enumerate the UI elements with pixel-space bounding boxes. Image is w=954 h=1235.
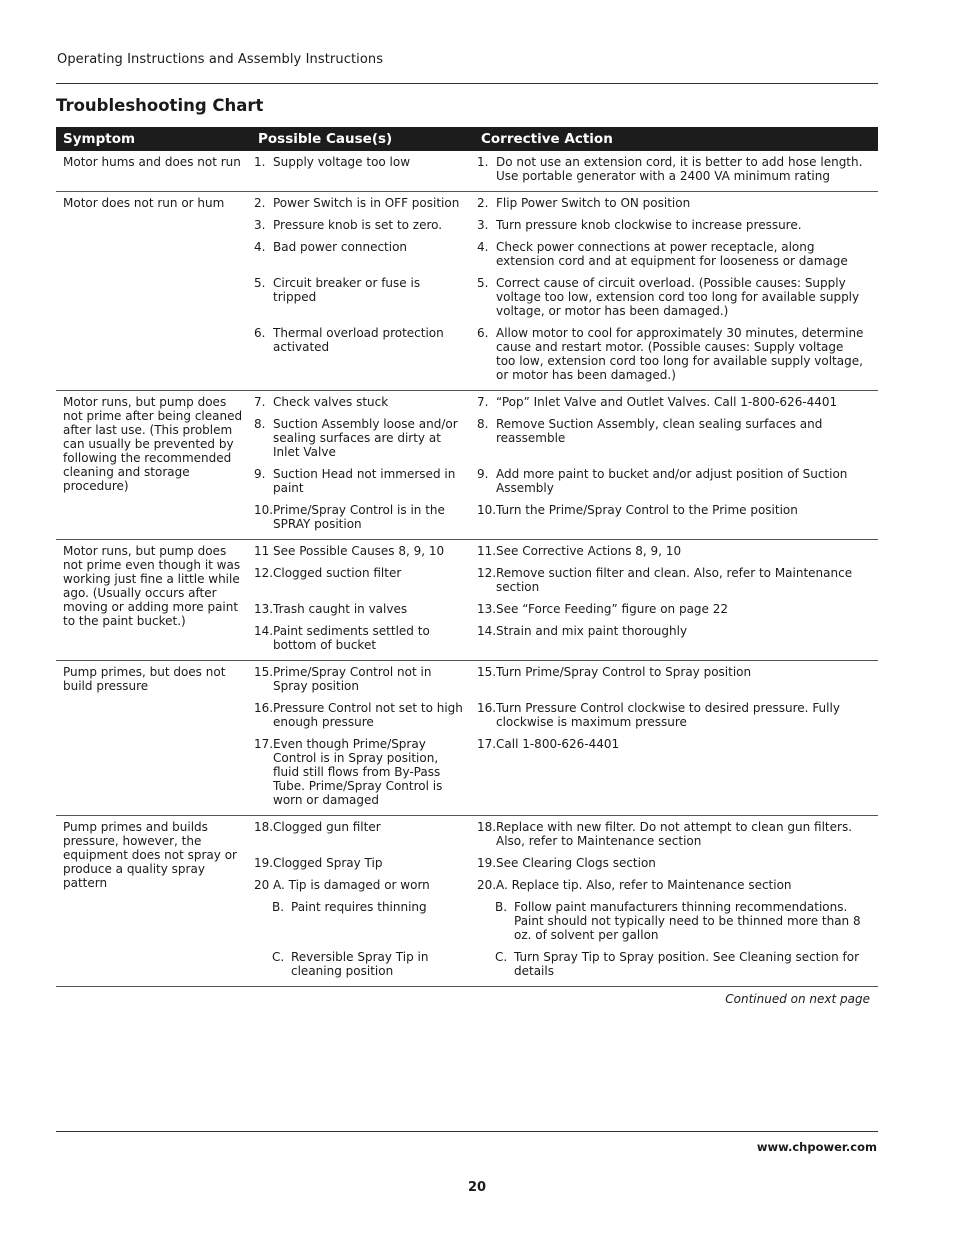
cause-item [251, 155, 466, 183]
cause-number: 16. [254, 701, 274, 715]
action-text: Turn Pressure Control clockwise to desired pressure. Fully clockwise is maximum pressure [496, 701, 840, 729]
cause-text: Bad power connection [273, 240, 408, 254]
cause-number: 17. [254, 737, 274, 751]
action-number: 6. [477, 326, 489, 340]
column-header-symptom: Symptom [56, 127, 251, 151]
cause-item [251, 276, 466, 318]
action-number: 9. [477, 467, 489, 481]
cause-text: Paint requires thinning [291, 900, 427, 914]
action-item [474, 602, 864, 616]
action-text: See Corrective Actions 8, 9, 10 [496, 544, 682, 558]
action-item [474, 544, 864, 558]
action-item [474, 900, 864, 942]
action-cell [474, 151, 878, 192]
cause-cell [251, 391, 474, 540]
symptom-cell: Motor runs, but pump does not prime even though it was working just fine a little while ago. (Usually occurs after moving or adding more paint to the paint bucket.) [56, 540, 251, 661]
cause-number: 5. [254, 276, 266, 290]
cause-text: A. Tip is damaged or worn [273, 878, 430, 892]
action-number: 12. [477, 566, 497, 580]
continued-note: Continued on next page [725, 992, 870, 1006]
cause-cell [251, 151, 474, 192]
cause-item [251, 602, 466, 616]
action-cell [474, 192, 878, 391]
action-number: 17. [477, 737, 497, 751]
cause-number: 6. [254, 326, 266, 340]
cause-number: 14. [254, 624, 274, 638]
symptom-cell: Motor hums and does not run [56, 151, 251, 192]
cause-number: 2. [254, 196, 266, 210]
action-item [474, 467, 864, 495]
action-number: 11. [477, 544, 497, 558]
action-item [474, 326, 864, 382]
cause-number: 4. [254, 240, 266, 254]
action-number: 20. [477, 878, 497, 892]
cause-item [251, 878, 466, 892]
cause-number: 12. [254, 566, 274, 580]
action-item [474, 701, 864, 729]
cause-text: Circuit breaker or fuse is tripped [273, 276, 421, 304]
running-header: Operating Instructions and Assembly Instructions [57, 52, 384, 67]
action-number: 13. [477, 602, 497, 616]
cause-text: Check valves stuck [273, 395, 389, 409]
action-number: 5. [477, 276, 489, 290]
action-text: Follow paint manufacturers thinning recommendations. Paint should not typically need to be thinned more than 8 oz. of solvent per gallon [514, 900, 861, 942]
cause-text: Trash caught in valves [273, 602, 408, 616]
action-number: B. [495, 900, 508, 914]
cause-number: 10. [254, 503, 274, 517]
cause-text: Clogged suction filter [273, 566, 402, 580]
cause-number: 11 [254, 544, 270, 558]
action-item [474, 624, 864, 652]
action-number: 19. [477, 856, 497, 870]
action-item [474, 503, 864, 531]
cause-item [251, 701, 466, 729]
action-text: A. Replace tip. Also, refer to Maintenance section [496, 878, 792, 892]
action-item [474, 276, 864, 318]
table-row [56, 816, 878, 987]
symptom-cell: Motor does not run or hum [56, 192, 251, 391]
symptom-cell: Pump primes, but does not build pressure [56, 661, 251, 816]
cause-number: 18. [254, 820, 274, 834]
cause-text: Pressure Control not set to high enough pressure [273, 701, 463, 729]
cause-item [251, 240, 466, 268]
cause-text: See Possible Causes 8, 9, 10 [273, 544, 445, 558]
action-number: 3. [477, 218, 489, 232]
cause-text: Thermal overload protection activated [273, 326, 444, 354]
cause-item [251, 820, 466, 848]
action-number: 1. [477, 155, 489, 169]
cause-item [251, 395, 466, 409]
action-item [474, 240, 864, 268]
cause-number: B. [272, 900, 285, 914]
action-text: Turn pressure knob clockwise to increase pressure. [496, 218, 802, 232]
action-number: 2. [477, 196, 489, 210]
cause-item [251, 467, 466, 495]
action-text: See Clearing Clogs section [496, 856, 656, 870]
action-item [474, 155, 864, 183]
cause-cell [251, 816, 474, 987]
table-body [56, 151, 878, 987]
cause-text: Pressure knob is set to zero. [273, 218, 443, 232]
cause-item [251, 856, 466, 870]
table-row [56, 391, 878, 540]
cause-text: Power Switch is in OFF position [273, 196, 460, 210]
action-number: 4. [477, 240, 489, 254]
action-text: Turn Spray Tip to Spray position. See Cleaning section for details [514, 950, 860, 978]
action-item [474, 737, 864, 807]
cause-cell [251, 540, 474, 661]
action-number: 15. [477, 665, 497, 679]
action-item [474, 856, 864, 870]
action-item [474, 820, 864, 848]
cause-text: Paint sediments settled to bottom of bucket [273, 624, 430, 652]
cause-cell [251, 661, 474, 816]
cause-item [251, 624, 466, 652]
cause-text: Clogged Spray Tip [273, 856, 383, 870]
cause-item [251, 417, 466, 459]
cause-cell [251, 192, 474, 391]
action-text: Check power connections at power receptacle, along extension cord and at equipment for looseness or damage [496, 240, 848, 268]
table-row [56, 192, 878, 391]
cause-number: C. [272, 950, 285, 964]
cause-number: 20 [254, 878, 270, 892]
footer-url: www.chpower.com [756, 1140, 877, 1154]
cause-number: 7. [254, 395, 266, 409]
section-title: Troubleshooting Chart [56, 96, 264, 115]
table-row [56, 661, 878, 816]
cause-number: 15. [254, 665, 274, 679]
cause-item [251, 196, 466, 210]
cause-item [251, 503, 466, 531]
cause-number: 1. [254, 155, 266, 169]
cause-text: Even though Prime/Spray Control is in Spray position, fluid still flows from By-Pass Tube. Prime/Spray Control is worn or damaged [273, 737, 443, 807]
action-item [474, 878, 864, 892]
action-text: “Pop” Inlet Valve and Outlet Valves. Call 1-800-626-4401 [496, 395, 838, 409]
action-number: 8. [477, 417, 489, 431]
cause-text: Supply voltage too low [273, 155, 411, 169]
cause-item [251, 950, 466, 978]
action-item [474, 417, 864, 459]
cause-text: Reversible Spray Tip in cleaning position [291, 950, 429, 978]
action-text: Do not use an extension cord, it is better to add hose length. Use portable generator with a 2400 VA minimum rating [496, 155, 863, 183]
footer-rule [56, 1131, 878, 1132]
action-text: Add more paint to bucket and/or adjust position of Suction Assembly [496, 467, 848, 495]
action-item [474, 950, 864, 978]
action-number: 7. [477, 395, 489, 409]
table-row [56, 151, 878, 192]
cause-item [251, 218, 466, 232]
page-number: 20 [467, 1180, 487, 1195]
action-text: See “Force Feeding” figure on page 22 [496, 602, 729, 616]
cause-text: Suction Assembly loose and/or sealing surfaces are dirty at Inlet Valve [273, 417, 458, 459]
cause-item [251, 326, 466, 382]
cause-number: 13. [254, 602, 274, 616]
action-cell [474, 661, 878, 816]
action-text: Allow motor to cool for approximately 30 minutes, determine cause and restart motor. (Possible causes: Supply voltage too low, extension cord too long for available supply voltage, or motor has been damaged.) [496, 326, 864, 382]
cause-item [251, 737, 466, 807]
action-text: Flip Power Switch to ON position [496, 196, 691, 210]
symptom-cell: Motor runs, but pump does not prime after being cleaned after last use. (This problem can usually be prevented by following the recommended cleaning and storage procedure) [56, 391, 251, 540]
action-item [474, 218, 864, 232]
troubleshooting-table [56, 127, 878, 987]
cause-item [251, 544, 466, 558]
action-item [474, 196, 864, 210]
action-cell [474, 391, 878, 540]
cause-number: 8. [254, 417, 266, 431]
cause-item [251, 900, 466, 942]
symptom-cell: Pump primes and builds pressure, however, the equipment does not spray or produce a quality spray pattern [56, 816, 251, 987]
cause-text: Prime/Spray Control is in the SPRAY position [273, 503, 445, 531]
header-rule [56, 83, 878, 84]
action-cell [474, 816, 878, 987]
action-number: 16. [477, 701, 497, 715]
action-text: Remove Suction Assembly, clean sealing surfaces and reassemble [496, 417, 823, 445]
column-header-action: Corrective Action [474, 127, 878, 151]
action-text: Replace with new filter. Do not attempt to clean gun filters. Also, refer to Maintenance section [496, 820, 853, 848]
action-item [474, 566, 864, 594]
cause-number: 19. [254, 856, 274, 870]
cause-item [251, 665, 466, 693]
action-text: Turn Prime/Spray Control to Spray position [496, 665, 752, 679]
action-number: C. [495, 950, 508, 964]
action-number: 14. [477, 624, 497, 638]
action-number: 10. [477, 503, 497, 517]
action-item [474, 395, 864, 409]
cause-text: Clogged gun filter [273, 820, 381, 834]
column-header-cause: Possible Cause(s) [251, 127, 474, 151]
cause-text: Suction Head not immersed in paint [273, 467, 456, 495]
cause-text: Prime/Spray Control not in Spray position [273, 665, 432, 693]
action-number: 18. [477, 820, 497, 834]
cause-item [251, 566, 466, 594]
table-row [56, 540, 878, 661]
action-text: Remove suction filter and clean. Also, refer to Maintenance section [496, 566, 853, 594]
table-header-row [56, 127, 878, 151]
action-text: Strain and mix paint thoroughly [496, 624, 688, 638]
action-text: Turn the Prime/Spray Control to the Prime position [496, 503, 798, 517]
action-text: Correct cause of circuit overload. (Possible causes: Supply voltage too low, extension cord too long for available supply voltage, or motor has been damaged.) [496, 276, 860, 318]
cause-number: 9. [254, 467, 266, 481]
action-cell [474, 540, 878, 661]
action-item [474, 665, 864, 693]
cause-number: 3. [254, 218, 266, 232]
action-text: Call 1-800-626-4401 [496, 737, 620, 751]
